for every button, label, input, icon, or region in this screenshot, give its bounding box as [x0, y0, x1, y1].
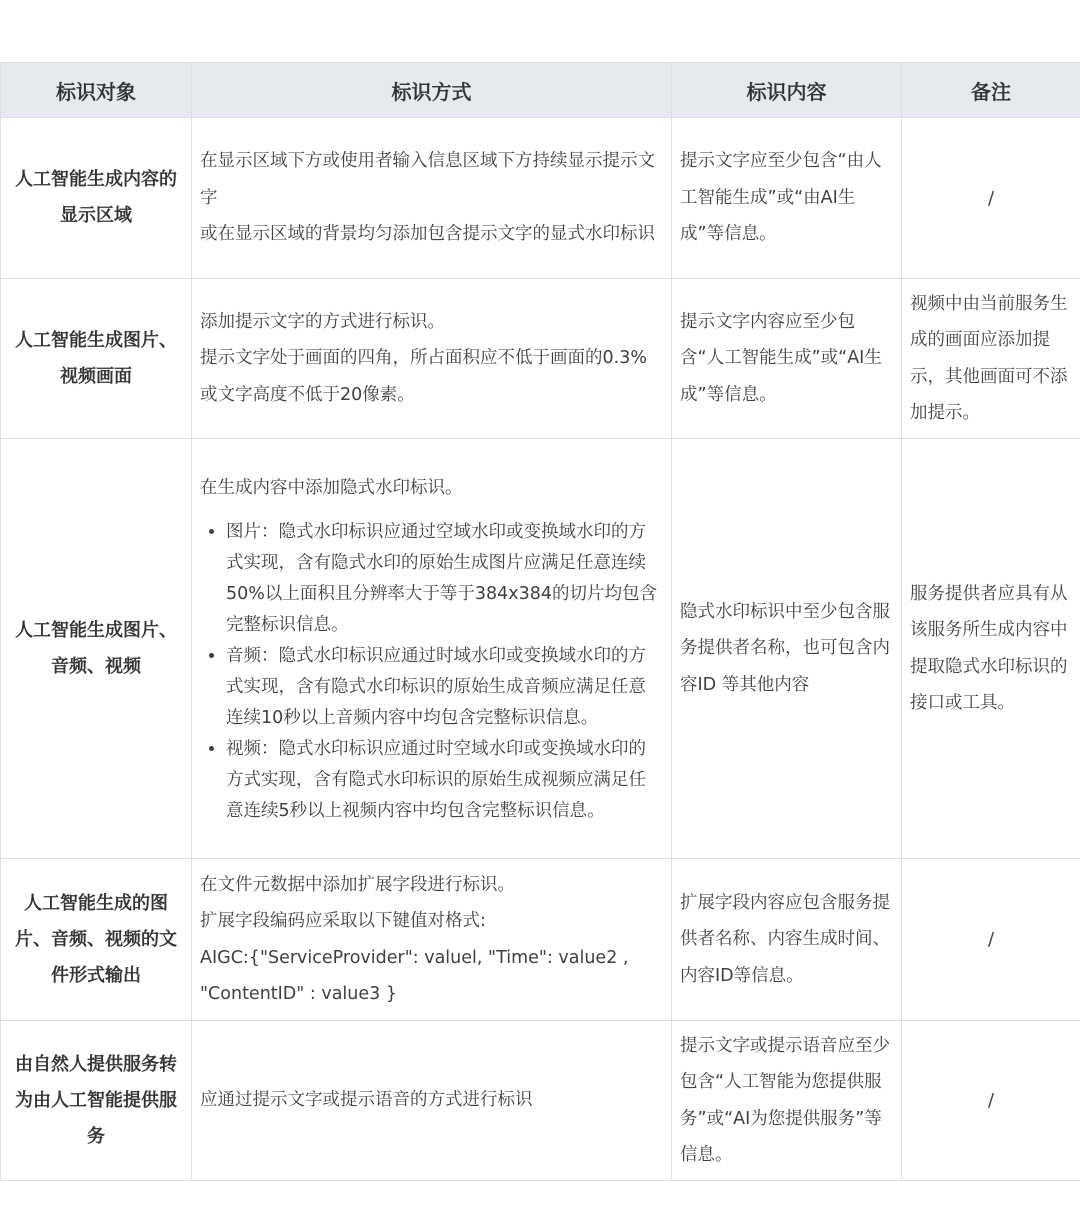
list-item: • 视频：隐式水印标识应通过时空域水印或变换域水印的方式实现，含有隐式水印标识的原始生成视频应满足任意连续5秒以上视频内容中均包含完整标识信息。 — [226, 734, 663, 827]
header-row — [1, 63, 1080, 118]
object-cell: 由自然人提供服务转 为由人工智能提供服 务 — [1, 1021, 192, 1181]
note-cell: 视频中由当前服务生成的画面应添加提示，其他画面可不添加提示。 — [902, 279, 1080, 439]
content-cell: 提示文字应至少包含“由人工智能生成”或“由AI生成”等信息。 — [672, 118, 902, 279]
method-bullet-list — [200, 517, 663, 827]
object-cell: 人工智能生成的图 片、音频、视频的文 件形式输出 — [1, 859, 192, 1021]
method-cell: 添加提示文字的方式进行标识。 提示文字处于画面的四角，所占面积应不低于画面的0.3%或文字高度不低于20像素。 — [192, 279, 672, 439]
table-row — [1, 118, 1080, 279]
header-content: 标识内容 — [672, 63, 902, 118]
note-cell: / — [902, 118, 1080, 279]
header-note: 备注 — [902, 63, 1080, 118]
content-cell: 提示文字或提示语音应至少包含“人工智能为您提供服务”或“AI为您提供服务”等信息。 — [672, 1021, 902, 1181]
note-cell: / — [902, 1021, 1080, 1181]
note-cell: / — [902, 859, 1080, 1021]
table-row — [1, 859, 1080, 1021]
list-item: • 图片：隐式水印标识应通过空域水印或变换域水印的方式实现，含有隐式水印的原始生成图片应满足任意连续50%以上面积且分辨率大于等于384x384的切片均包含完整标识信息。 — [226, 517, 663, 641]
method-cell: 在文件元数据中添加扩展字段进行标识。 扩展字段编码应采取以下键值对格式: AIGC:{"ServiceProvider": valuel, "Time": value2 , "ContentID" : value3 } — [192, 859, 672, 1021]
header-object: 标识对象 — [1, 63, 192, 118]
table-row — [1, 439, 1080, 859]
table-row — [1, 1021, 1080, 1181]
object-cell: 人工智能生成内容的 显示区域 — [1, 118, 192, 279]
note-cell: 服务提供者应具有从该服务所生成内容中提取隐式水印标识的接口或工具。 — [902, 439, 1080, 859]
content-cell: 扩展字段内容应包含服务提供者名称、内容生成时间、内容ID等信息。 — [672, 859, 902, 1021]
object-cell: 人工智能生成图片、 音频、视频 — [1, 439, 192, 859]
identification-table — [0, 62, 1080, 1181]
table-row — [1, 279, 1080, 439]
content-cell: 提示文字内容应至少包含“人工智能生成”或“AI生成”等信息。 — [672, 279, 902, 439]
list-item: • 音频：隐式水印标识应通过时域水印或变换域水印的方式实现，含有隐式水印标识的原始生成音频应满足任意连续10秒以上音频内容中均包含完整标识信息。 — [226, 641, 663, 734]
method-cell: 应通过提示文字或提示语音的方式进行标识 — [192, 1021, 672, 1181]
method-cell: 在显示区域下方或使用者输入信息区域下方持续显示提示文字 或在显示区域的背景均匀添加包含提示文字的显式水印标识 — [192, 118, 672, 279]
header-method: 标识方式 — [192, 63, 672, 118]
content-cell: 隐式水印标识中至少包含服务提供者名称，也可包含内容ID 等其他内容 — [672, 439, 902, 859]
object-cell: 人工智能生成图片、 视频画面 — [1, 279, 192, 439]
method-cell: 在生成内容中添加隐式水印标识。 • 图片：隐式水印标识应通过空域水印或变换域水印的方式实现，含有隐式水印的原始生成图片应满足任意连续50%以上面积且分辨率大于等于384x384的切片均包含完整标识信息。 • 音频：隐式水印标识应通过时域水印或变换域水印的方式实现，含有隐式水印标识的原始生成音频应满足任意连续10秒以上音频内容中均包含完整标识信息。 • 视频：隐式水印标识应通过时空域水印或变换域水印的方式实现，含有隐式水印标识的原始生成视频应满足任意连续5秒以上视频内容中均包含完整标识信息。 — [192, 439, 672, 859]
